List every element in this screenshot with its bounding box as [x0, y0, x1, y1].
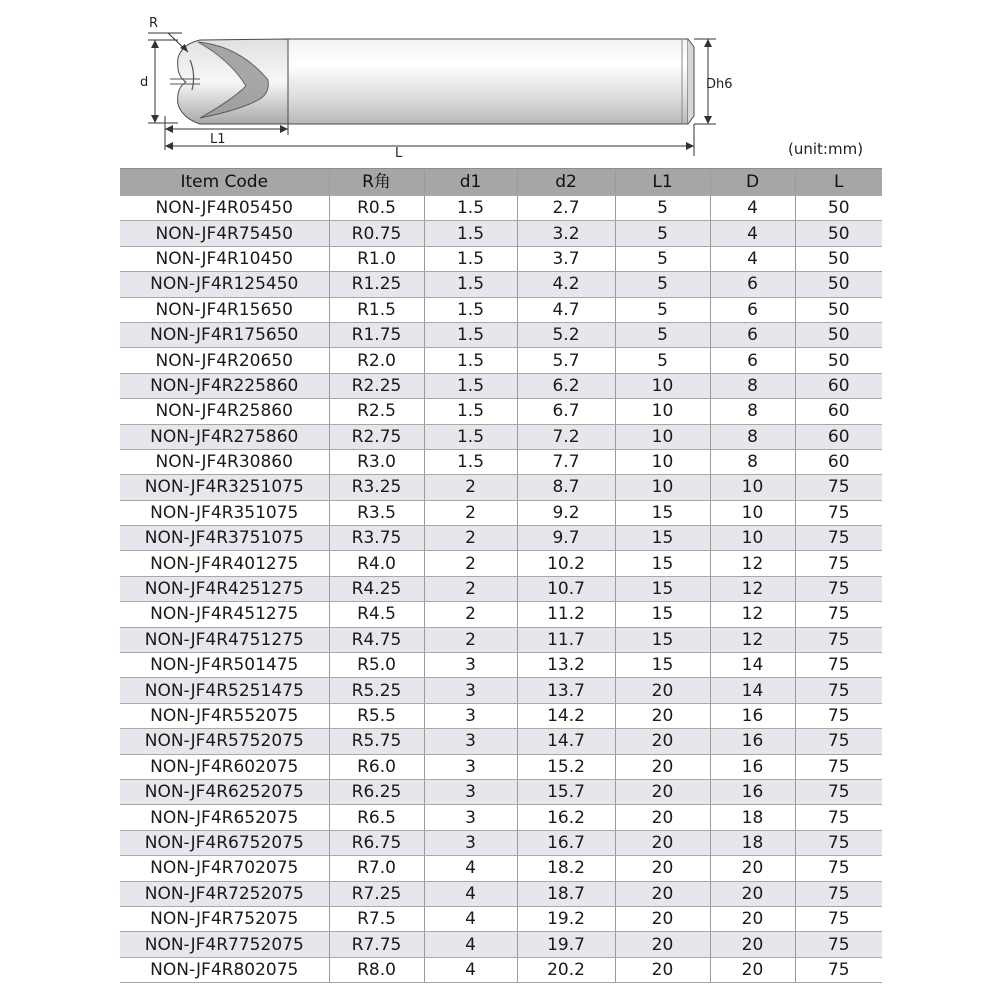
- cell-r: R7.0: [329, 856, 424, 881]
- cell-item-code: NON-JF4R175650: [120, 322, 329, 347]
- table-row: [120, 272, 882, 297]
- header-item-code: Item Code: [120, 169, 329, 196]
- cell-d: 14: [710, 653, 795, 678]
- cell-d: 4: [710, 246, 795, 271]
- cell-r: R6.5: [329, 805, 424, 830]
- cell-item-code: NON-JF4R351075: [120, 500, 329, 525]
- cell-l1: 20: [615, 932, 710, 957]
- cell-d2: 10.2: [517, 551, 615, 576]
- cell-item-code: NON-JF4R15650: [120, 297, 329, 322]
- cell-d2: 9.2: [517, 500, 615, 525]
- cell-item-code: NON-JF4R752075: [120, 906, 329, 931]
- cell-d: 20: [710, 881, 795, 906]
- cell-d2: 16.7: [517, 830, 615, 855]
- shank-chamfer: [688, 39, 694, 124]
- cell-l: 75: [795, 500, 882, 525]
- cell-r: R0.5: [329, 196, 424, 221]
- cell-r: R2.25: [329, 373, 424, 398]
- table-row: [120, 399, 882, 424]
- cell-l1: 5: [615, 322, 710, 347]
- cell-r: R3.75: [329, 526, 424, 551]
- cell-d2: 10.7: [517, 576, 615, 601]
- label-l: L: [395, 146, 403, 161]
- table-row: [120, 424, 882, 449]
- cell-item-code: NON-JF4R7252075: [120, 881, 329, 906]
- cell-r: R1.5: [329, 297, 424, 322]
- cell-d1: 2: [424, 526, 517, 551]
- cell-d: 18: [710, 830, 795, 855]
- table-row: [120, 805, 882, 830]
- cell-d2: 11.2: [517, 602, 615, 627]
- cell-d1: 1.5: [424, 322, 517, 347]
- cell-l: 75: [795, 703, 882, 728]
- cell-r: R3.5: [329, 500, 424, 525]
- cell-d2: 13.7: [517, 678, 615, 703]
- table-header-row: [120, 169, 882, 196]
- cell-r: R7.75: [329, 932, 424, 957]
- cell-item-code: NON-JF4R3751075: [120, 526, 329, 551]
- cell-l1: 20: [615, 805, 710, 830]
- table-row: [120, 526, 882, 551]
- cell-d2: 3.2: [517, 221, 615, 246]
- cell-l1: 15: [615, 602, 710, 627]
- table-row: [120, 729, 882, 754]
- cell-r: R6.75: [329, 830, 424, 855]
- cell-d1: 1.5: [424, 246, 517, 271]
- cell-l1: 15: [615, 526, 710, 551]
- cell-item-code: NON-JF4R05450: [120, 196, 329, 221]
- cell-l: 75: [795, 932, 882, 957]
- cell-d2: 19.7: [517, 932, 615, 957]
- table-row: [120, 500, 882, 525]
- cell-item-code: NON-JF4R4251275: [120, 576, 329, 601]
- cell-l1: 5: [615, 196, 710, 221]
- cell-r: R1.0: [329, 246, 424, 271]
- cell-l1: 20: [615, 779, 710, 804]
- cell-l1: 20: [615, 856, 710, 881]
- table-row: [120, 449, 882, 474]
- label-d: d: [140, 75, 149, 90]
- cell-l: 60: [795, 399, 882, 424]
- cell-d1: 1.5: [424, 424, 517, 449]
- cell-d: 8: [710, 424, 795, 449]
- cell-r: R4.0: [329, 551, 424, 576]
- cell-l: 75: [795, 653, 882, 678]
- table-row: [120, 221, 882, 246]
- label-l1: L1: [210, 132, 226, 147]
- cell-r: R0.75: [329, 221, 424, 246]
- table-body: [120, 196, 882, 983]
- cell-l1: 20: [615, 957, 710, 982]
- cell-d: 20: [710, 906, 795, 931]
- cell-d2: 4.7: [517, 297, 615, 322]
- cell-d: 20: [710, 856, 795, 881]
- cell-l: 75: [795, 627, 882, 652]
- table-row: [120, 475, 882, 500]
- cell-item-code: NON-JF4R802075: [120, 957, 329, 982]
- cell-l1: 15: [615, 576, 710, 601]
- cell-d1: 3: [424, 703, 517, 728]
- table-row: [120, 196, 882, 221]
- cell-d1: 4: [424, 856, 517, 881]
- cell-d: 10: [710, 475, 795, 500]
- cell-d: 6: [710, 348, 795, 373]
- cell-d1: 3: [424, 729, 517, 754]
- cell-d2: 11.7: [517, 627, 615, 652]
- cell-l: 75: [795, 906, 882, 931]
- cell-l: 75: [795, 729, 882, 754]
- cell-item-code: NON-JF4R30860: [120, 449, 329, 474]
- cell-r: R5.25: [329, 678, 424, 703]
- cell-d1: 1.5: [424, 449, 517, 474]
- cell-d: 4: [710, 196, 795, 221]
- cell-d: 8: [710, 373, 795, 398]
- cell-d1: 1.5: [424, 196, 517, 221]
- cell-d2: 9.7: [517, 526, 615, 551]
- cell-item-code: NON-JF4R401275: [120, 551, 329, 576]
- table-row: [120, 932, 882, 957]
- cell-r: R1.25: [329, 272, 424, 297]
- cell-l1: 15: [615, 627, 710, 652]
- cell-d1: 4: [424, 932, 517, 957]
- cell-d2: 4.2: [517, 272, 615, 297]
- cell-d1: 4: [424, 906, 517, 931]
- label-r: R: [149, 16, 159, 31]
- cell-d1: 3: [424, 754, 517, 779]
- cell-d: 16: [710, 779, 795, 804]
- table-row: [120, 779, 882, 804]
- cell-r: R5.0: [329, 653, 424, 678]
- cell-r: R2.75: [329, 424, 424, 449]
- cell-d2: 6.2: [517, 373, 615, 398]
- spec-table: [120, 168, 882, 983]
- cell-d1: 2: [424, 602, 517, 627]
- cell-l: 75: [795, 754, 882, 779]
- cell-d: 8: [710, 449, 795, 474]
- cell-d2: 6.7: [517, 399, 615, 424]
- cell-l: 75: [795, 881, 882, 906]
- cell-d: 12: [710, 602, 795, 627]
- cell-l1: 20: [615, 906, 710, 931]
- table-row: [120, 830, 882, 855]
- cell-item-code: NON-JF4R4751275: [120, 627, 329, 652]
- header-d: D: [710, 169, 795, 196]
- cell-item-code: NON-JF4R552075: [120, 703, 329, 728]
- cell-d1: 1.5: [424, 297, 517, 322]
- cell-item-code: NON-JF4R501475: [120, 653, 329, 678]
- cell-d1: 1.5: [424, 373, 517, 398]
- table-row: [120, 906, 882, 931]
- cell-l: 60: [795, 424, 882, 449]
- cell-l1: 20: [615, 881, 710, 906]
- cell-l: 75: [795, 475, 882, 500]
- header-r: R角: [329, 169, 424, 196]
- table-row: [120, 627, 882, 652]
- cell-l1: 5: [615, 221, 710, 246]
- table-row: [120, 881, 882, 906]
- cell-d1: 1.5: [424, 348, 517, 373]
- cell-l1: 20: [615, 754, 710, 779]
- cell-d2: 20.2: [517, 957, 615, 982]
- cell-l1: 10: [615, 399, 710, 424]
- table-row: [120, 373, 882, 398]
- cell-d: 20: [710, 957, 795, 982]
- cell-l: 75: [795, 526, 882, 551]
- cell-l1: 15: [615, 551, 710, 576]
- cell-d2: 13.2: [517, 653, 615, 678]
- cell-item-code: NON-JF4R3251075: [120, 475, 329, 500]
- cell-d2: 7.2: [517, 424, 615, 449]
- cell-l1: 10: [615, 424, 710, 449]
- cell-r: R7.25: [329, 881, 424, 906]
- cell-d2: 14.2: [517, 703, 615, 728]
- cell-d: 16: [710, 703, 795, 728]
- cell-r: R5.75: [329, 729, 424, 754]
- cell-d1: 3: [424, 678, 517, 703]
- cell-d: 20: [710, 932, 795, 957]
- cell-d1: 3: [424, 779, 517, 804]
- header-d2: d2: [517, 169, 615, 196]
- cell-d2: 2.7: [517, 196, 615, 221]
- cell-l1: 20: [615, 703, 710, 728]
- cell-d: 10: [710, 500, 795, 525]
- cell-l: 50: [795, 322, 882, 347]
- cell-d2: 16.2: [517, 805, 615, 830]
- cell-item-code: NON-JF4R125450: [120, 272, 329, 297]
- cell-d2: 19.2: [517, 906, 615, 931]
- table-row: [120, 297, 882, 322]
- cell-d2: 7.7: [517, 449, 615, 474]
- cell-d2: 5.2: [517, 322, 615, 347]
- table-row: [120, 322, 882, 347]
- cell-d2: 14.7: [517, 729, 615, 754]
- table-row: [120, 754, 882, 779]
- cell-d: 8: [710, 399, 795, 424]
- table-row: [120, 602, 882, 627]
- cell-l1: 5: [615, 272, 710, 297]
- cell-d1: 4: [424, 881, 517, 906]
- cell-d1: 1.5: [424, 221, 517, 246]
- cell-r: R4.5: [329, 602, 424, 627]
- cell-item-code: NON-JF4R25860: [120, 399, 329, 424]
- cell-d1: 2: [424, 627, 517, 652]
- cell-d2: 15.2: [517, 754, 615, 779]
- table-row: [120, 653, 882, 678]
- cell-d: 6: [710, 297, 795, 322]
- table-row: [120, 246, 882, 271]
- cell-d2: 15.7: [517, 779, 615, 804]
- cell-item-code: NON-JF4R602075: [120, 754, 329, 779]
- cell-d1: 2: [424, 475, 517, 500]
- cell-r: R8.0: [329, 957, 424, 982]
- cell-item-code: NON-JF4R702075: [120, 856, 329, 881]
- cell-r: R4.75: [329, 627, 424, 652]
- cell-l: 50: [795, 246, 882, 271]
- cell-item-code: NON-JF4R6252075: [120, 779, 329, 804]
- cell-r: R3.25: [329, 475, 424, 500]
- table-row: [120, 576, 882, 601]
- cell-r: R2.0: [329, 348, 424, 373]
- table-row: [120, 957, 882, 982]
- cell-l: 50: [795, 348, 882, 373]
- cell-l1: 10: [615, 449, 710, 474]
- cell-d2: 18.7: [517, 881, 615, 906]
- cell-item-code: NON-JF4R5752075: [120, 729, 329, 754]
- cell-d2: 18.2: [517, 856, 615, 881]
- cell-d: 14: [710, 678, 795, 703]
- header-l: L: [795, 169, 882, 196]
- tool-shank: [288, 39, 688, 124]
- cell-l: 75: [795, 576, 882, 601]
- cell-item-code: NON-JF4R5251475: [120, 678, 329, 703]
- cell-r: R1.75: [329, 322, 424, 347]
- cell-l: 75: [795, 830, 882, 855]
- cell-r: R4.25: [329, 576, 424, 601]
- cell-l1: 15: [615, 653, 710, 678]
- cell-d1: 1.5: [424, 399, 517, 424]
- cell-d1: 2: [424, 576, 517, 601]
- cell-d: 12: [710, 551, 795, 576]
- cell-d: 6: [710, 322, 795, 347]
- cell-l: 60: [795, 449, 882, 474]
- cell-l: 75: [795, 805, 882, 830]
- cell-item-code: NON-JF4R75450: [120, 221, 329, 246]
- cell-l: 50: [795, 221, 882, 246]
- cell-d1: 3: [424, 805, 517, 830]
- cell-item-code: NON-JF4R6752075: [120, 830, 329, 855]
- cell-item-code: NON-JF4R652075: [120, 805, 329, 830]
- cell-l: 50: [795, 272, 882, 297]
- cell-d: 10: [710, 526, 795, 551]
- cell-d: 16: [710, 754, 795, 779]
- cell-r: R6.0: [329, 754, 424, 779]
- cell-item-code: NON-JF4R20650: [120, 348, 329, 373]
- unit-note: (unit:mm): [788, 140, 864, 158]
- cell-d: 12: [710, 627, 795, 652]
- cell-l: 60: [795, 373, 882, 398]
- cell-d2: 3.7: [517, 246, 615, 271]
- cell-r: R3.0: [329, 449, 424, 474]
- cell-d: 16: [710, 729, 795, 754]
- cell-l1: 10: [615, 373, 710, 398]
- cell-l1: 20: [615, 729, 710, 754]
- cell-item-code: NON-JF4R10450: [120, 246, 329, 271]
- cell-r: R2.5: [329, 399, 424, 424]
- cell-d: 4: [710, 221, 795, 246]
- cell-item-code: NON-JF4R451275: [120, 602, 329, 627]
- cell-l: 75: [795, 856, 882, 881]
- cell-l: 50: [795, 196, 882, 221]
- cell-r: R5.5: [329, 703, 424, 728]
- table-row: [120, 551, 882, 576]
- table-row: [120, 703, 882, 728]
- cell-l1: 5: [615, 246, 710, 271]
- cell-d2: 8.7: [517, 475, 615, 500]
- cell-l1: 5: [615, 348, 710, 373]
- table-row: [120, 348, 882, 373]
- cell-d: 12: [710, 576, 795, 601]
- cell-l: 75: [795, 602, 882, 627]
- cell-l1: 20: [615, 830, 710, 855]
- table-row: [120, 678, 882, 703]
- cell-d1: 1.5: [424, 272, 517, 297]
- cell-l1: 5: [615, 297, 710, 322]
- cell-d1: 3: [424, 830, 517, 855]
- cell-d1: 3: [424, 653, 517, 678]
- cell-item-code: NON-JF4R7752075: [120, 932, 329, 957]
- cell-l1: 10: [615, 475, 710, 500]
- cell-item-code: NON-JF4R275860: [120, 424, 329, 449]
- cell-l: 75: [795, 678, 882, 703]
- header-d1: d1: [424, 169, 517, 196]
- cell-l: 75: [795, 779, 882, 804]
- cell-item-code: NON-JF4R225860: [120, 373, 329, 398]
- cell-r: R7.5: [329, 906, 424, 931]
- cell-d: 6: [710, 272, 795, 297]
- cell-l: 75: [795, 957, 882, 982]
- label-dh6: Dh6: [706, 77, 733, 92]
- cell-l: 75: [795, 551, 882, 576]
- cell-d1: 2: [424, 551, 517, 576]
- cell-d2: 5.7: [517, 348, 615, 373]
- header-l1: L1: [615, 169, 710, 196]
- cell-l1: 15: [615, 500, 710, 525]
- cell-r: R6.25: [329, 779, 424, 804]
- cell-d: 18: [710, 805, 795, 830]
- table-row: [120, 856, 882, 881]
- cell-l: 50: [795, 297, 882, 322]
- cell-l1: 20: [615, 678, 710, 703]
- cell-d1: 4: [424, 957, 517, 982]
- cell-d1: 2: [424, 500, 517, 525]
